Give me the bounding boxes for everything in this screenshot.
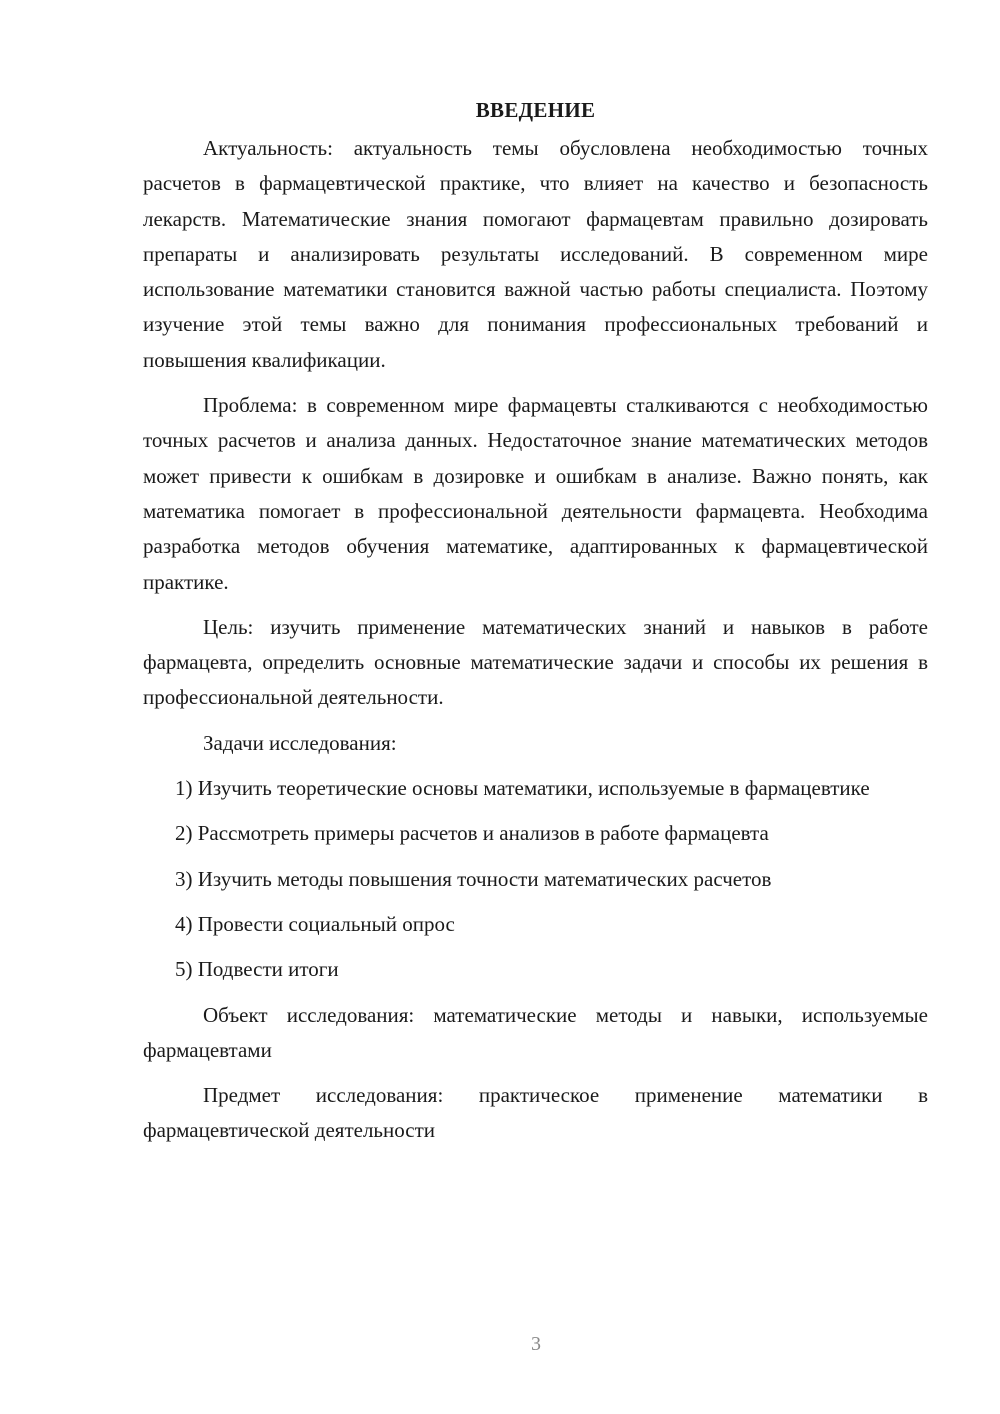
task-item-3: 3) Изучить методы повышения точности математических расчетов: [175, 866, 772, 891]
task-item-4: 4) Провести социальный опрос: [175, 911, 455, 936]
page-title: ВВЕДЕНИЕ: [475, 98, 596, 122]
task-item-5: 5) Подвести итоги: [175, 957, 339, 982]
subject-paragraph: Предмет исследования: практическое применение математики в фармацевтической деятельности: [143, 1083, 928, 1143]
tasks-heading: Задачи исследования:: [203, 730, 397, 755]
problem-paragraph: Проблема: в современном мире фармацевты сталкиваются с необходимостью точных расчетов и анализа данных. Недостаточное знание математических методов может привести к ошибкам в дозировке и ошибкам в анализе. Важно понять, как математика помогает в профессиональной деятельности фармацевта. Необходима разработка методов обучения математике, адаптированных к фармацевтической практике.: [143, 393, 928, 594]
relevance-paragraph: Актуальность: актуальность темы обусловлена необходимостью точных расчетов в фармацевтической практике, что влияет на качество и безопасность лекарств. Математические знания помогают фармацевтам правильно дозировать препараты и анализировать результаты исследований. В современном мире использование математики становится важной частью работы специалиста. Поэтому изучение этой темы важно для понимания профессиональных требований и повышения квалификации.: [143, 136, 928, 372]
task-item-2: 2) Рассмотреть примеры расчетов и анализов в работе фармацевта: [175, 821, 769, 846]
object-paragraph: Объект исследования: математические методы и навыки, используемые фармацевтами: [143, 1002, 928, 1062]
goal-paragraph: Цель: изучить применение математических знаний и навыков в работе фармацевта, определить основные математические задачи и способы их решения в профессиональной деятельности.: [143, 614, 928, 710]
page-content: [143, 93, 928, 1159]
task-item-1: 1) Изучить теоретические основы математики, используемые в фармацевтике: [175, 776, 870, 801]
page-number: 3: [531, 1333, 541, 1355]
